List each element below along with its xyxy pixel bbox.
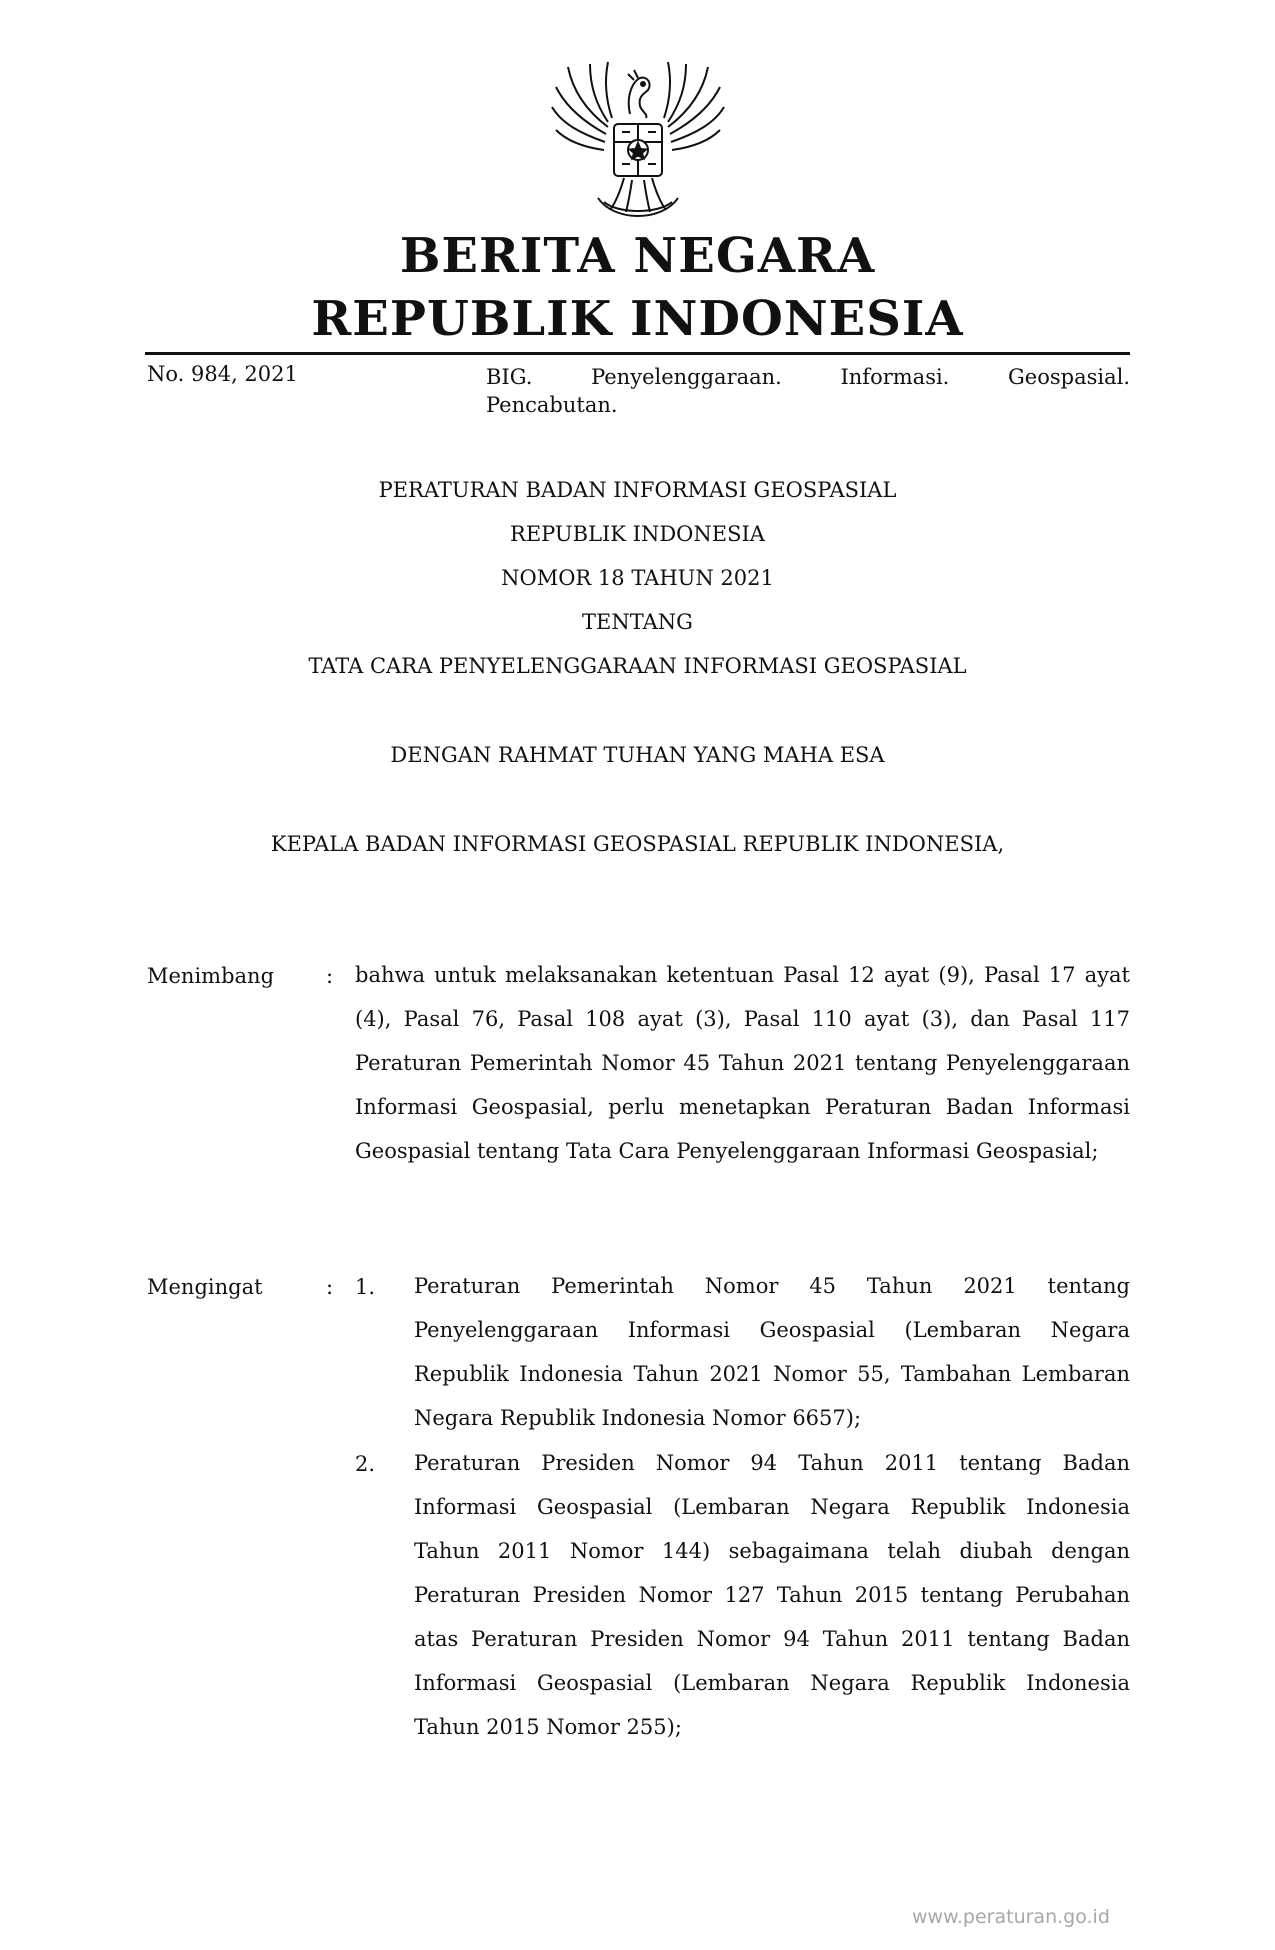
regulation-subject: TATA CARA PENYELENGGARAAN INFORMASI GEOSPASIAL bbox=[308, 654, 967, 678]
garuda-emblem-icon bbox=[548, 52, 728, 227]
mengingat-label: Mengingat bbox=[147, 1275, 263, 1299]
mengingat-colon: : bbox=[326, 1275, 334, 1299]
regulation-number: NOMOR 18 TAHUN 2021 bbox=[501, 566, 774, 590]
regulation-title-line: REPUBLIK INDONESIA bbox=[510, 522, 765, 546]
masthead-divider bbox=[145, 352, 1130, 355]
authority-line: KEPALA BADAN INFORMASI GEOSPASIAL REPUBLIK INDONESIA, bbox=[270, 832, 1005, 856]
invocation: DENGAN RAHMAT TUHAN YANG MAHA ESA bbox=[390, 743, 885, 767]
list-item-text: Peraturan Pemerintah Nomor 45 Tahun 2021 tentang Penyelenggaraan Informasi Geospasial (Lembaran Negara Republik Indonesia Tahun 2021 Nomor 55, Tambahan Lembaran Negara Republik Indonesia Nomor 6657); bbox=[414, 1274, 1130, 1430]
regulation-title-line: PERATURAN BADAN INFORMASI GEOSPASIAL bbox=[378, 478, 897, 502]
gazette-tag: BIG. bbox=[486, 365, 533, 389]
masthead-subtitle: REPUBLIK INDONESIA bbox=[311, 291, 964, 347]
gazette-tag-continued: Pencabutan. bbox=[486, 393, 618, 417]
list-item-text: Peraturan Presiden Nomor 94 Tahun 2011 tentang Badan Informasi Geospasial (Lembaran Negara Republik Indonesia Tahun 2011 Nomor 144) sebagaimana telah diubah dengan Peraturan Presiden Nomor 127 Tahun 2015 tentang Perubahan atas Peraturan Presiden Nomor 94 Tahun 2011 tentang Badan Informasi Geospasial (Lembaran Negara Republik Indonesia Tahun 2015 Nomor 255); bbox=[414, 1451, 1130, 1739]
list-item-number: 2. bbox=[355, 1452, 376, 1476]
gazette-tag: Geospasial. bbox=[1008, 365, 1130, 389]
menimbang-label: Menimbang bbox=[147, 964, 275, 988]
list-item-number: 1. bbox=[355, 1275, 376, 1299]
source-watermark: www.peraturan.go.id bbox=[912, 1906, 1110, 1928]
gazette-tag: Penyelenggaraan. bbox=[591, 365, 782, 389]
gazette-tags bbox=[486, 362, 1130, 393]
gazette-tag: Informasi. bbox=[840, 365, 950, 389]
regulation-title-line: TENTANG bbox=[582, 610, 693, 634]
gazette-number: No. 984, 2021 bbox=[147, 362, 298, 386]
masthead-title: BERITA NEGARA bbox=[399, 228, 876, 284]
menimbang-text: bahwa untuk melaksanakan ketentuan Pasal 12 ayat (9), Pasal 17 ayat (4), Pasal 76, Pasal 108 ayat (3), Pasal 110 ayat (3), dan Pasal 117 Peraturan Pemerintah Nomor 45 Tahun 2021 tentang Penyelenggaraan Informasi Geospasial, perlu menetapkan Peraturan Badan Informasi Geospasial tentang Tata Cara Penyelenggaraan Informasi Geospasial; bbox=[355, 963, 1130, 1163]
menimbang-colon: : bbox=[326, 964, 334, 988]
